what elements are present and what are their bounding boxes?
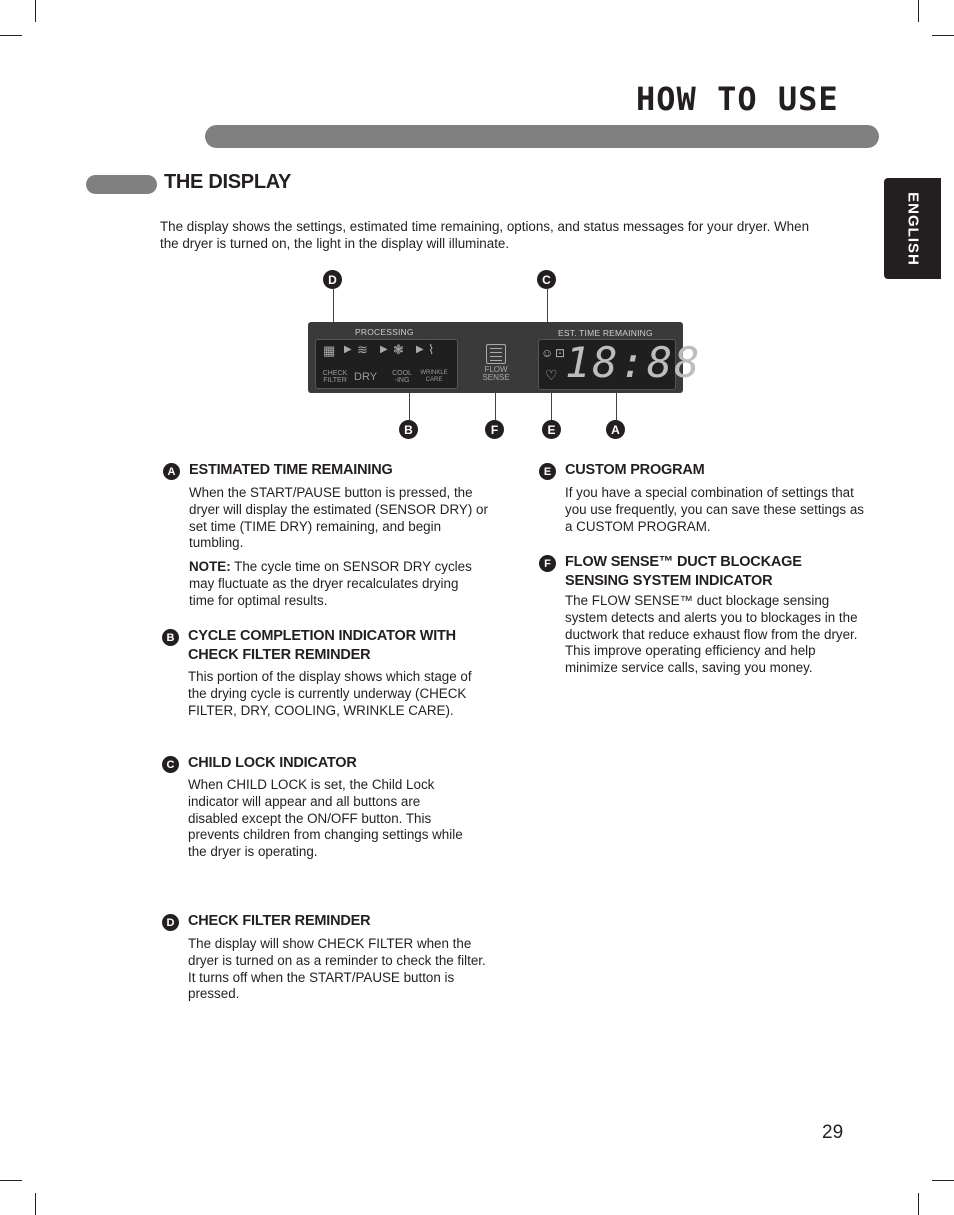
item-title-f: FLOW SENSE™ DUCT BLOCKAGE SENSING SYSTEM INDICATOR <box>565 554 802 589</box>
marker-b: B <box>399 420 418 439</box>
crop-mark <box>35 0 36 22</box>
arrow-right-icon: ▶ <box>344 344 352 355</box>
cooling-fan-icon: ❃ <box>393 342 404 357</box>
marker-f: F <box>485 420 504 439</box>
time-digits: 18:88 <box>565 338 702 387</box>
item-body-b: This portion of the display shows which stage of the drying cycle is currently underway (CHECK FILTER, DRY, COOLING, WRINKLE CARE). <box>188 669 472 718</box>
marker-c: C <box>537 270 556 289</box>
section-pill <box>86 175 157 194</box>
processing-label: PROCESSING <box>355 327 414 337</box>
wrinkle-care-icon: ⌇ <box>428 342 435 357</box>
heat-waves-icon: ≋ <box>357 342 368 357</box>
item-title-e: CUSTOM PROGRAM <box>565 462 705 478</box>
item-title-a: ESTIMATED TIME REMAINING <box>189 462 393 478</box>
item-marker-b: B <box>162 629 179 646</box>
item-marker-f: F <box>539 555 556 572</box>
page-header-title: HOW TO USE <box>636 80 839 118</box>
language-tab-label: ENGLISH <box>904 191 921 266</box>
item-note-a <box>189 559 477 609</box>
crop-mark <box>35 1193 36 1215</box>
est-time-label: EST. TIME REMAINING <box>558 328 653 338</box>
lock-icon: ⊡ <box>555 346 566 360</box>
item-marker-d: D <box>162 914 179 931</box>
marker-d: D <box>323 270 342 289</box>
crop-mark <box>932 35 954 36</box>
item-marker-c: C <box>162 756 179 773</box>
marker-a: A <box>606 420 625 439</box>
arrow-right-icon: ▶ <box>416 344 424 355</box>
note-text: The cycle time on SENSOR DRY cycles may fluctuate as the dryer recalculates drying time for optimal results. <box>189 559 472 608</box>
section-title: THE DISPLAY <box>164 171 292 193</box>
item-body-a: When the START/PAUSE button is pressed, the dryer will display the estimated (SENSOR DRY) or set time (TIME DRY) remaining, and begin tumbling. <box>189 485 488 551</box>
heart-icon: ♡ <box>545 367 558 383</box>
step-dry: DRY <box>354 371 378 383</box>
flow-sense-label: FLOW SENSE <box>482 365 510 382</box>
child-lock-icon: ☺ <box>541 346 554 360</box>
item-marker-a: A <box>163 463 180 480</box>
header-bar <box>205 125 879 148</box>
page-number: 29 <box>822 1122 844 1143</box>
item-body-f: The FLOW SENSE™ duct blockage sensing system detects and alerts you to blockages in the ductwork that reduce exhaust flow from the dryer. This improve operating efficiency and help minimize service calls, saving you money. <box>565 593 858 676</box>
crop-mark <box>918 0 919 22</box>
item-title-d: CHECK FILTER REMINDER <box>188 913 371 929</box>
crop-mark <box>0 35 22 36</box>
step-wrinkle-care: WRINKLE CARE <box>420 370 448 383</box>
marker-e: E <box>542 420 561 439</box>
item-body-c: When CHILD LOCK is set, the Child Lock indicator will appear and all buttons are disabled except the ON/OFF button. This prevents children from changing settings while the dryer is operating. <box>188 777 463 860</box>
note-label: NOTE: <box>189 559 231 574</box>
item-body-e: If you have a special combination of settings that you use frequently, you can save these settings as a CUSTOM PROGRAM. <box>565 485 864 534</box>
item-title-b: CYCLE COMPLETION INDICATOR WITH CHECK FILTER REMINDER <box>188 628 456 663</box>
crop-mark <box>918 1193 919 1215</box>
section-intro: The display shows the settings, estimated time remaining, options, and status messages for your dryer. When the dryer is turned on, the light in the display will illuminate. <box>160 219 810 251</box>
item-title-c: CHILD LOCK INDICATOR <box>188 755 357 771</box>
arrow-right-icon: ▶ <box>380 344 388 355</box>
crop-mark <box>0 1180 22 1181</box>
item-marker-e: E <box>539 463 556 480</box>
filter-icon: ▦ <box>323 343 336 358</box>
crop-mark <box>932 1180 954 1181</box>
step-cooling: COOL -ING <box>392 370 412 384</box>
step-check-filter: CHECK FILTER <box>322 370 348 384</box>
flow-sense-icon <box>486 344 506 364</box>
item-body-d: The display will show CHECK FILTER when the dryer is turned on as a reminder to check the filter. It turns off when the START/PAUSE button is pressed. <box>188 936 486 1002</box>
language-tab <box>884 178 941 279</box>
